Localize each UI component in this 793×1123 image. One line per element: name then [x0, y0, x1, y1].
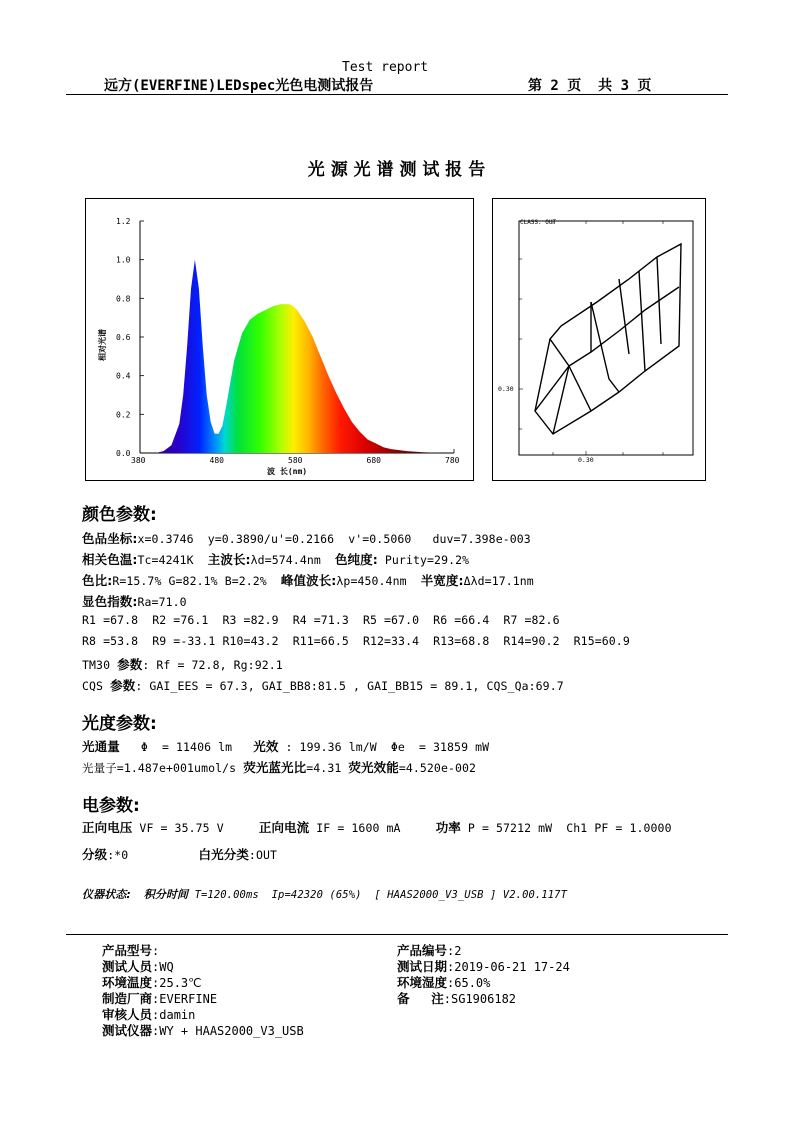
cqs-prefix: CQS: [82, 679, 111, 693]
chroma-label: 色品坐标:: [82, 531, 138, 546]
grade-value: :*0: [107, 848, 199, 862]
fluor-efficiency-value: =4.520e-002: [398, 761, 477, 775]
if-value: IF = 1600 mA: [309, 821, 436, 835]
x-axis-label: 波 长(nm): [267, 467, 308, 476]
white-class-value: :OUT: [248, 848, 278, 862]
flux-value: Φ = 11406 lm: [119, 740, 254, 754]
spectrum-chart: [86, 199, 473, 480]
instrument-label: 测试仪器: [102, 1023, 153, 1038]
x-tick-label: 380: [131, 456, 146, 465]
chroma-line: [82, 529, 531, 547]
x-tick-030: 0.30: [578, 456, 594, 464]
vf-label: 正向电压: [82, 820, 133, 835]
integration-time-label: 积分时间: [143, 888, 189, 901]
report-label: Test report: [342, 60, 429, 75]
electrical-line: [82, 818, 672, 836]
page-info: 第 2 页 共 3 页: [528, 78, 652, 94]
cqs-label: 参数: [110, 678, 136, 693]
y-tick-label: 0.0: [116, 449, 131, 458]
photon-line: [82, 758, 476, 776]
footer-note: [397, 989, 516, 1007]
y-tick-label: 0.4: [116, 371, 131, 381]
tm30-value: : Rf = 72.8, Rg:92.1: [142, 658, 283, 672]
r-values-line-1: R1 =67.8 R2 =76.1 R3 =82.9 R4 =71.3 R5 =67.0 R6 =66.4 R7 =82.6: [82, 613, 560, 627]
tester-label: 测试人员: [102, 959, 153, 974]
model-label: 产品型号: [102, 943, 153, 958]
peak-label: 峰值波长:: [280, 573, 337, 588]
reviewer-label: 审核人员: [102, 1007, 153, 1022]
chromaticity-panel: [492, 198, 706, 481]
half-width-value: Δλd=17.1nm: [463, 574, 534, 588]
note-label: 备 注: [397, 991, 444, 1006]
note-value: :SG1906182: [443, 992, 517, 1006]
chromaticity-plot-frame: [519, 221, 693, 455]
instrument-status-line: [82, 886, 567, 902]
tm30-prefix: TM30: [82, 658, 118, 672]
y-tick-030: 0.30: [498, 385, 514, 393]
cct-label: 相关色温:: [82, 552, 138, 567]
color-params-heading: 颜色参数:: [82, 505, 157, 525]
ansi-quadrangle-grid: [535, 244, 681, 434]
y-tick-label: 1.2: [116, 217, 131, 226]
cct-value: Tc=4241K: [137, 553, 208, 567]
maker-value: :EVERFINE: [152, 992, 218, 1006]
maker-label: 制造厂商: [102, 991, 153, 1006]
fluor-efficiency-label: 荧光效能: [348, 760, 399, 775]
elec-params-heading: 电参数:: [82, 796, 140, 816]
efficacy-value: : 199.36 lm/W Φe = 31859 mW: [278, 740, 490, 754]
class-label: CLASS: OUT: [520, 219, 557, 226]
x-tick-label: 780: [445, 456, 460, 465]
y-tick-label: 0.6: [116, 333, 131, 342]
date-value: :2019-06-21 17-24: [447, 960, 570, 974]
ratio-line: [82, 571, 534, 589]
tester-value: :WQ: [152, 960, 174, 974]
header-divider: [66, 94, 728, 95]
instrument-status-label: 仪器状态:: [82, 888, 131, 901]
r-values-line-2: R8 =53.8 R9 =-33.1 R10=43.2 R11=66.5 R12=33.4 R13=68.8 R14=90.2 R15=60.9: [82, 634, 630, 648]
y-tick-label: 0.2: [116, 410, 131, 420]
dom-wl-label: 主波长:: [207, 552, 251, 567]
number-value: :2: [447, 944, 462, 958]
cqs-line: [82, 676, 564, 694]
report-header-title: 远方(EVERFINE)LEDspec光色电测试报告: [104, 78, 374, 94]
chromaticity-chart: [493, 199, 705, 480]
footer-divider: [66, 934, 728, 935]
grade-line: [82, 845, 277, 863]
cct-line: [82, 550, 469, 568]
instrument-value: :WY + HAAS2000_V3_USB: [152, 1024, 304, 1038]
model-value: :: [152, 944, 160, 958]
chroma-value: x=0.3746 y=0.3890/u'=0.2166 v'=0.5060 duv=7.398e-003: [137, 532, 531, 546]
white-class-label: 白光分类: [198, 847, 249, 862]
cri-label: 显色指数:: [82, 594, 138, 609]
purity-value: Purity=29.2%: [377, 553, 470, 567]
reviewer-value: :damin: [152, 1008, 196, 1022]
spectrum-area: [140, 260, 454, 453]
power-value: P = 57212 mW Ch1 PF = 1.0000: [460, 821, 672, 835]
report-title: 光 源 光 谱 测 试 报 告: [307, 160, 486, 180]
y-axis-label: 相对光谱: [98, 329, 107, 361]
flux-label: 光通量: [82, 739, 120, 754]
tm30-line: [82, 655, 283, 673]
photon-value: 光量子=1.487e+001umol/s: [82, 761, 244, 775]
y-tick-label: 1.0: [116, 255, 131, 265]
dom-wl-value: λd=574.4nm: [250, 553, 335, 567]
cri-value: Ra=71.0: [137, 595, 187, 609]
efficacy-label: 光效: [253, 739, 279, 754]
footer-instrument: [102, 1021, 304, 1039]
y-tick-label: 0.8: [116, 294, 131, 304]
fluor-blue-ratio-value: =4.31: [306, 761, 349, 775]
flux-line: [82, 737, 489, 755]
cqs-value: : GAI_EES = 67.3, GAI_BB8:81.5 , GAI_BB15 = 89.1, CQS_Qa:69.7: [135, 679, 564, 693]
fluor-blue-ratio-label: 荧光蓝光比: [243, 760, 307, 775]
peak-value: λp=450.4nm: [336, 574, 421, 588]
humidity-value: :65.0%: [447, 976, 491, 990]
power-label: 功率: [435, 820, 461, 835]
ratio-value: R=15.7% G=82.1% B=2.2%: [112, 574, 281, 588]
tm30-label: 参数: [117, 657, 143, 672]
temp-value: :25.3℃: [152, 976, 202, 990]
x-tick-label: 580: [288, 456, 303, 465]
if-label: 正向电流: [258, 820, 310, 835]
instrument-status-value: T=120.00ms Ip=42320 (65%) [ HAAS2000_V3_USB ] V2.00.117T: [188, 889, 568, 901]
x-tick-label: 680: [366, 456, 381, 465]
ratio-label: 色比:: [82, 573, 113, 588]
grade-label: 分级: [82, 847, 108, 862]
x-tick-label: 480: [209, 456, 224, 465]
cri-line: [82, 592, 187, 610]
number-label: 产品编号: [397, 943, 448, 958]
spectrum-panel: [85, 198, 474, 481]
photo-params-heading: 光度参数:: [82, 714, 157, 734]
date-label: 测试日期: [397, 959, 448, 974]
temp-label: 环境温度: [102, 975, 153, 990]
vf-value: VF = 35.75 V: [132, 821, 259, 835]
purity-label: 色纯度:: [334, 552, 378, 567]
half-width-label: 半宽度:: [420, 573, 464, 588]
humidity-label: 环境湿度: [397, 975, 448, 990]
